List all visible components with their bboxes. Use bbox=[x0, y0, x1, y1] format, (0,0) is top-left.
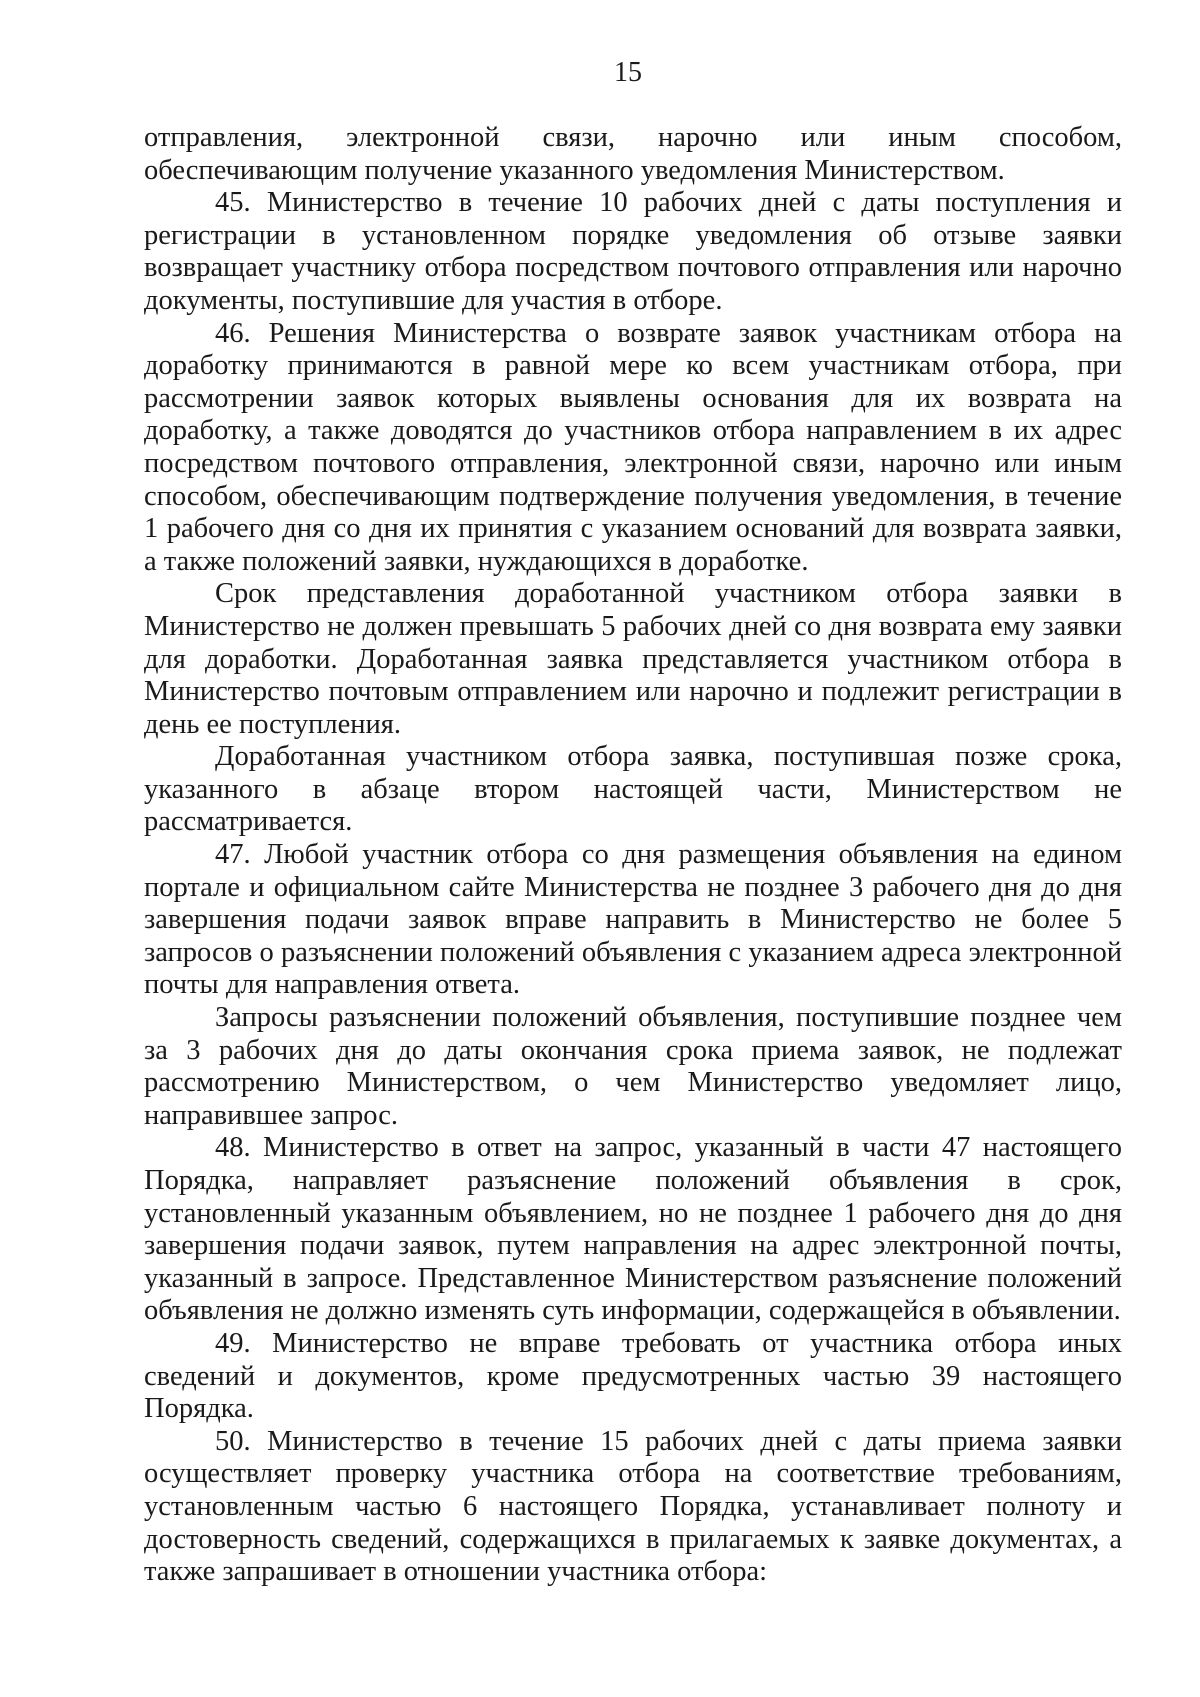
paragraph-50: 50. Министерство в течение 15 рабочих дней с даты приема заявки осуществляет проверку участника отбора на соответствие требованиям, установленным частью 6 настоящего Порядка, устанавливает полноту и достоверность сведений, содержащихся в прилагаемых к заявке документах, а также запрашивает в отношении участника отбора: bbox=[144, 1425, 1122, 1588]
paragraph-continuation: отправления, электронной связи, нарочно или иным способом, обеспечивающим получение указанного уведомления Министерством. bbox=[144, 122, 1122, 186]
document-body bbox=[144, 122, 1122, 1589]
paragraph-47: 47. Любой участник отбора со дня размещения объявления на едином портале и официальном сайте Министерства не позднее 3 рабочего дня до дня завершения подачи заявок вправе направить в Министерство не более 5 запросов о разъяснении положений объявления с указанием адреса электронной почты для направления ответа. bbox=[144, 839, 1122, 1001]
page-number: 15 bbox=[614, 57, 642, 88]
paragraph-47-requests: Запросы разъяснении положений объявления, поступившие позднее чем за 3 рабочих дня до даты окончания срока приема заявок, не подлежат рассмотрению Министерством, о чем Министерство уведомляет лицо, направившее запрос. bbox=[144, 1002, 1122, 1131]
paragraph-46-late: Доработанная участником отбора заявка, поступившая позже срока, указанного в абзаце втором настоящей части, Министерством не рассматривается. bbox=[144, 741, 1122, 838]
paragraph-46-term: Срок представления доработанной участником отбора заявки в Министерство не должен превышать 5 рабочих дней со дня возврата ему заявки для доработки. Доработанная заявка представляется участником отбора в Министерство почтовым отправлением или нарочно и подлежит регистрации в день ее поступления. bbox=[144, 578, 1122, 740]
paragraph-48: 48. Министерство в ответ на запрос, указанный в части 47 настоящего Порядка, направляет разъяснение положений объявления в срок, установленный указанным объявлением, но не позднее 1 рабочего дня до дня завершения подачи заявок, путем направления на адрес электронной почты, указанный в запросе. Представленное Министерством разъяснение положений объявления не должно изменять суть информации, содержащейся в объявлении. bbox=[144, 1132, 1122, 1327]
paragraph-45: 45. Министерство в течение 10 рабочих дней с даты поступления и регистрации в установленном порядке уведомления об отзыве заявки возвращает участнику отбора посредством почтового отправления или нарочно документы, поступившие для участия в отборе. bbox=[144, 187, 1122, 316]
paragraph-49: 49. Министерство не вправе требовать от участника отбора иных сведений и документов, кроме предусмотренных частью 39 настоящего Порядка. bbox=[144, 1327, 1122, 1425]
paragraph-46: 46. Решения Министерства о возврате заявок участникам отбора на доработку принимаются в равной мере ко всем участникам отбора, при рассмотрении заявок которых выявлены основания для их возврата на доработку, а также доводятся до участников отбора направлением в их адрес посредством почтового отправления, электронной связи, нарочно или иным способом, обеспечивающим подтверждение получения уведомления, в течение 1 рабочего дня со дня их принятия с указанием оснований для возврата заявки, а также положений заявки, нуждающихся в доработке. bbox=[144, 317, 1122, 577]
